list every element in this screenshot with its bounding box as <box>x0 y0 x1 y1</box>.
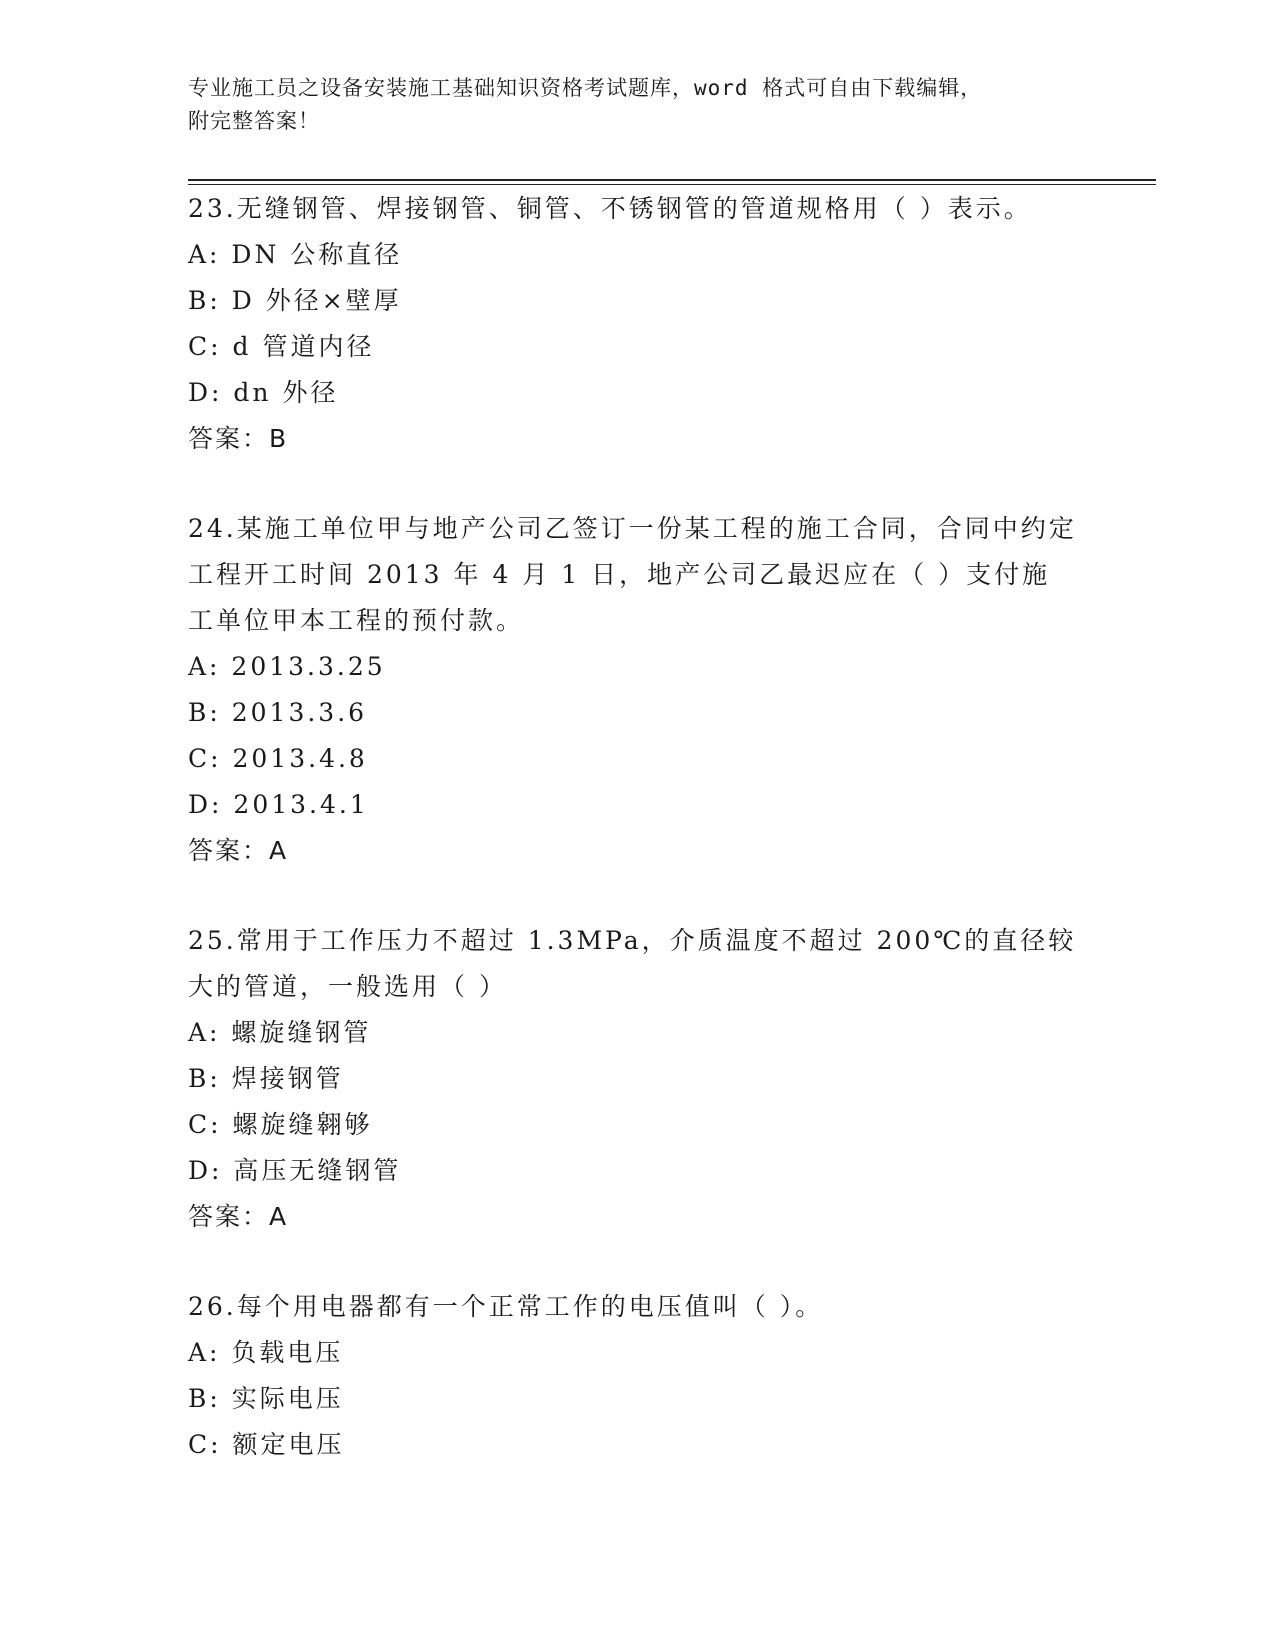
option-a: A: 2013.3.25 <box>188 652 386 681</box>
option-d: D: 高压无缝钢管 <box>188 1156 402 1185</box>
header-divider-bottom <box>188 184 1156 185</box>
option-c: C: d 管道内径 <box>188 332 375 361</box>
option-a: A: DN 公称直径 <box>188 240 403 269</box>
header-line-1: 专业施工员之设备安装施工基础知识资格考试题库，word 格式可自由下载编辑， <box>188 76 983 100</box>
document-header <box>188 72 1068 138</box>
option-b: B: 2013.3.6 <box>188 698 368 727</box>
question-list <box>188 186 1088 1512</box>
option-d: D: dn 外径 <box>188 378 339 407</box>
option-c: C: 额定电压 <box>188 1430 345 1459</box>
option-a: A: 螺旋缝钢管 <box>188 1018 372 1047</box>
option-c: C: 螺旋缝翱够 <box>188 1110 373 1139</box>
question-25 <box>188 918 1088 1240</box>
option-b: B: 实际电压 <box>188 1384 344 1413</box>
option-b: B: 焊接钢管 <box>188 1064 344 1093</box>
question-24 <box>188 506 1088 874</box>
question-stem: 24.某施工单位甲与地产公司乙签订一份某工程的施工合同，合同中约定工程开工时间 2013 年 4 月 1 日，地产公司乙最迟应在（ ）支付施工单位甲本工程的预付款。 <box>188 514 1077 635</box>
answer-label: 答案：A <box>188 836 289 865</box>
question-stem: 25.常用于工作压力不超过 1.3MPa，介质温度不超过 200℃的直径较大的管道，一般选用（ ） <box>188 926 1077 1001</box>
answer-label: 答案：B <box>188 424 289 453</box>
header-line-2: 附完整答案！ <box>188 109 320 133</box>
answer-label: 答案：A <box>188 1202 289 1231</box>
question-23 <box>188 186 1088 462</box>
question-26 <box>188 1284 1088 1468</box>
option-a: A: 负载电压 <box>188 1338 344 1367</box>
option-d: D: 2013.4.1 <box>188 790 369 819</box>
header-divider-top <box>188 179 1156 181</box>
option-b: B: D 外径×壁厚 <box>188 286 402 315</box>
question-stem: 23.无缝钢管、焊接钢管、铜管、不锈钢管的管道规格用（ ）表示。 <box>188 194 1032 223</box>
option-c: C: 2013.4.8 <box>188 744 368 773</box>
question-stem: 26.每个用电器都有一个正常工作的电压值叫（ ）。 <box>188 1292 824 1321</box>
